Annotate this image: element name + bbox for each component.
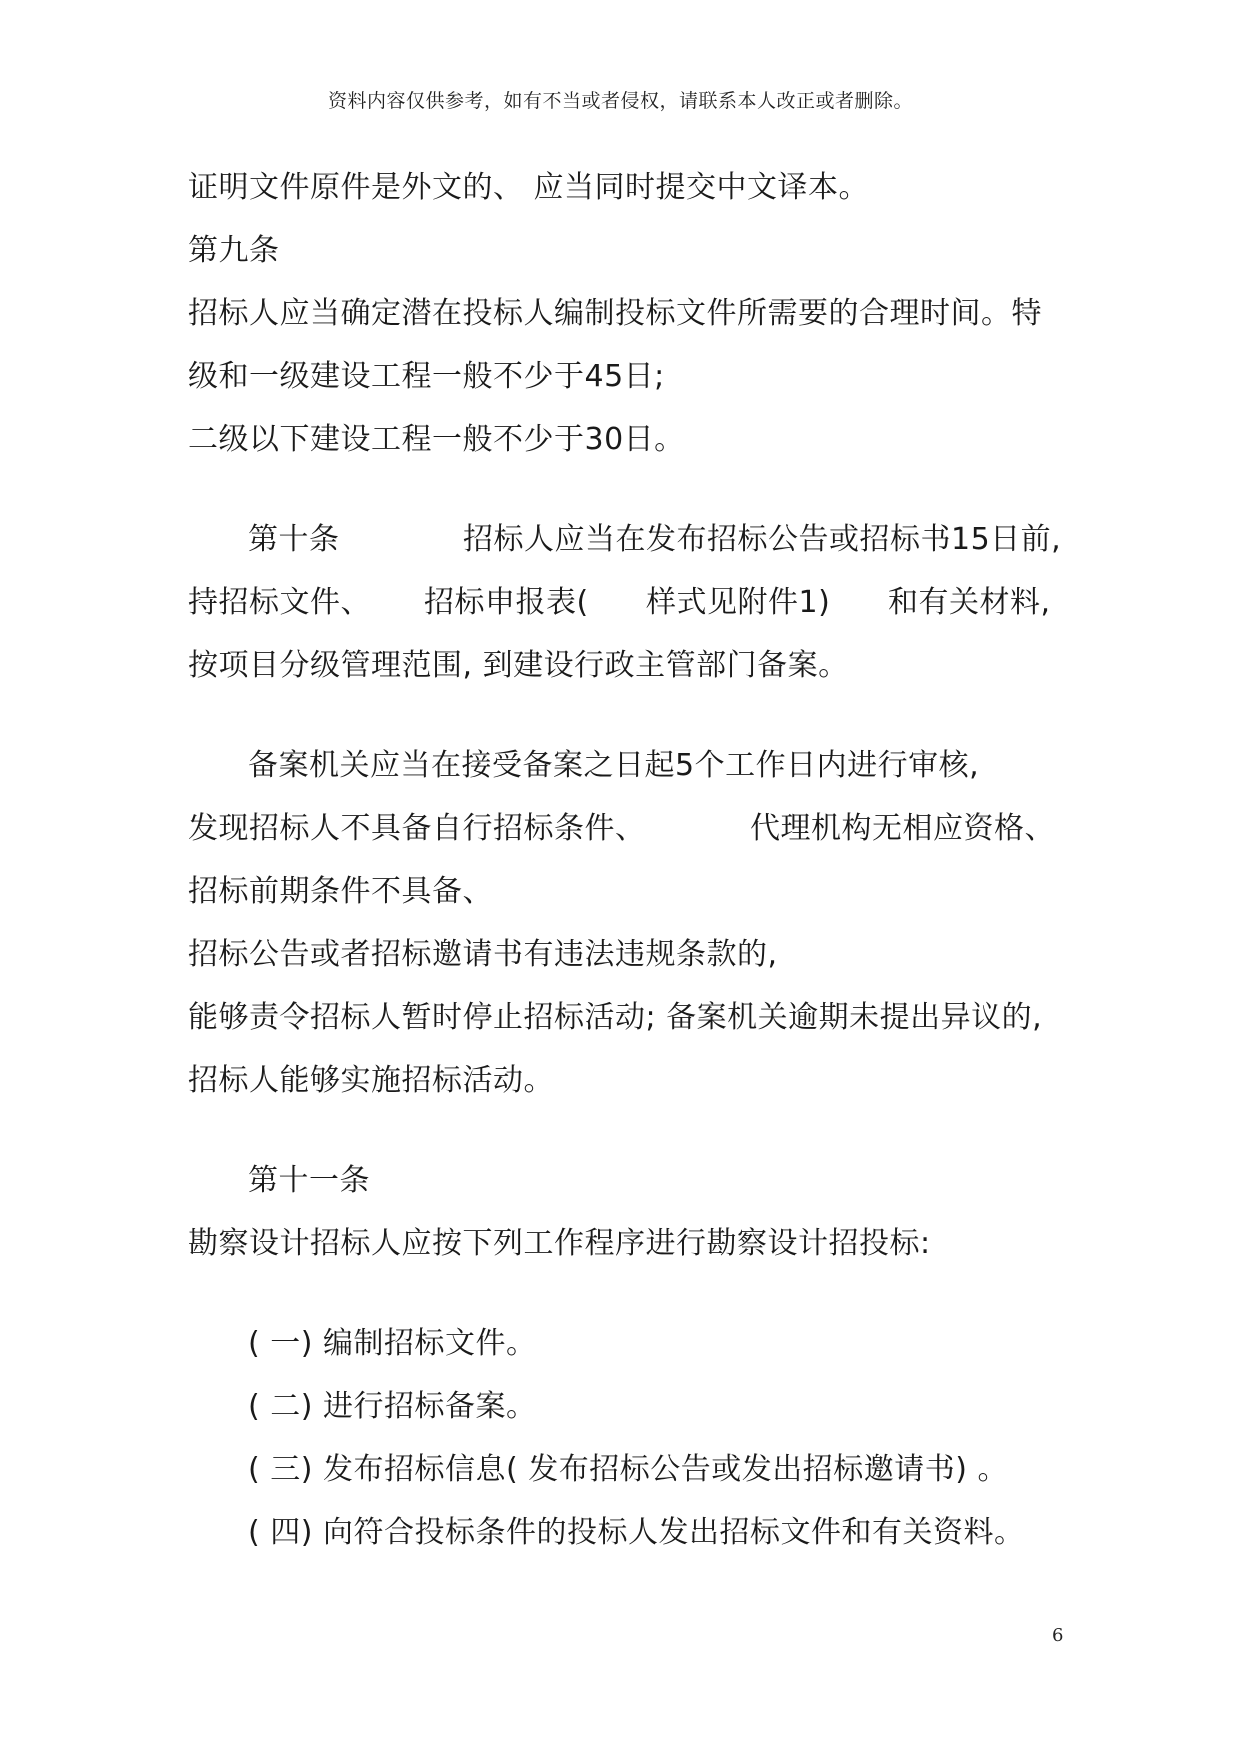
paragraph-segment: 代理机构无相应资格、 — [750, 811, 1055, 846]
paragraph-line: 招标人能够实施招标活动。 — [188, 1063, 554, 1098]
article-10-first-line — [248, 522, 1062, 558]
paragraph-segment: 招标人应当在发布招标公告或招标书15日前, — [463, 522, 1062, 557]
paragraph-segment: 样式见附件1) — [646, 585, 831, 620]
paragraph-line: 能够责令招标人暂时停止招标活动; 备案机关逾期未提出异议的, — [188, 1000, 1043, 1035]
paragraph-segment: 和有关材料, — [888, 585, 1051, 620]
list-item: ( 一) 编制招标文件。 — [248, 1326, 537, 1361]
article-heading-11: 第十一条 — [248, 1163, 370, 1198]
paragraph-line: 二级以下建设工程一般不少于30日。 — [188, 422, 685, 457]
paragraph-line: 按项目分级管理范围, 到建设行政主管部门备案。 — [188, 648, 849, 683]
paragraph-line: 备案机关应当在接受备案之日起5个工作日内进行审核, — [248, 748, 980, 783]
paragraph-line: 勘察设计招标人应按下列工作程序进行勘察设计招投标: — [188, 1226, 931, 1261]
paragraph-segment: 持招标文件、 — [188, 585, 371, 620]
paragraph-line: 招标公告或者招标邀请书有违法违规条款的, — [188, 937, 778, 972]
page-number: 6 — [1052, 1625, 1064, 1646]
paragraph-line-spaced — [188, 811, 1055, 847]
article-heading-9: 第九条 — [188, 233, 280, 268]
paragraph-line: 级和一级建设工程一般不少于45日; — [188, 359, 665, 394]
paragraph-line: 招标人应当确定潜在投标人编制投标文件所需要的合理时间。特 — [188, 296, 1042, 331]
list-item: ( 三) 发布招标信息( 发布招标公告或发出招标邀请书) 。 — [248, 1452, 1008, 1487]
article-heading-10: 第十条 — [248, 522, 340, 557]
list-item: ( 二) 进行招标备案。 — [248, 1389, 537, 1424]
paragraph-line-spaced — [188, 585, 1051, 621]
paragraph-line: 招标前期条件不具备、 — [188, 874, 493, 909]
paragraph-line: 证明文件原件是外文的、 应当同时提交中文译本。 — [188, 170, 870, 205]
paragraph-segment: 招标申报表( — [424, 585, 589, 620]
page-header-disclaimer: 资料内容仅供参考，如有不当或者侵权，请联系本人改正或者删除。 — [327, 90, 913, 112]
list-item: ( 四) 向符合投标条件的投标人发出招标文件和有关资料。 — [248, 1515, 1025, 1550]
paragraph-segment: 发现招标人不具备自行招标条件、 — [188, 811, 646, 846]
